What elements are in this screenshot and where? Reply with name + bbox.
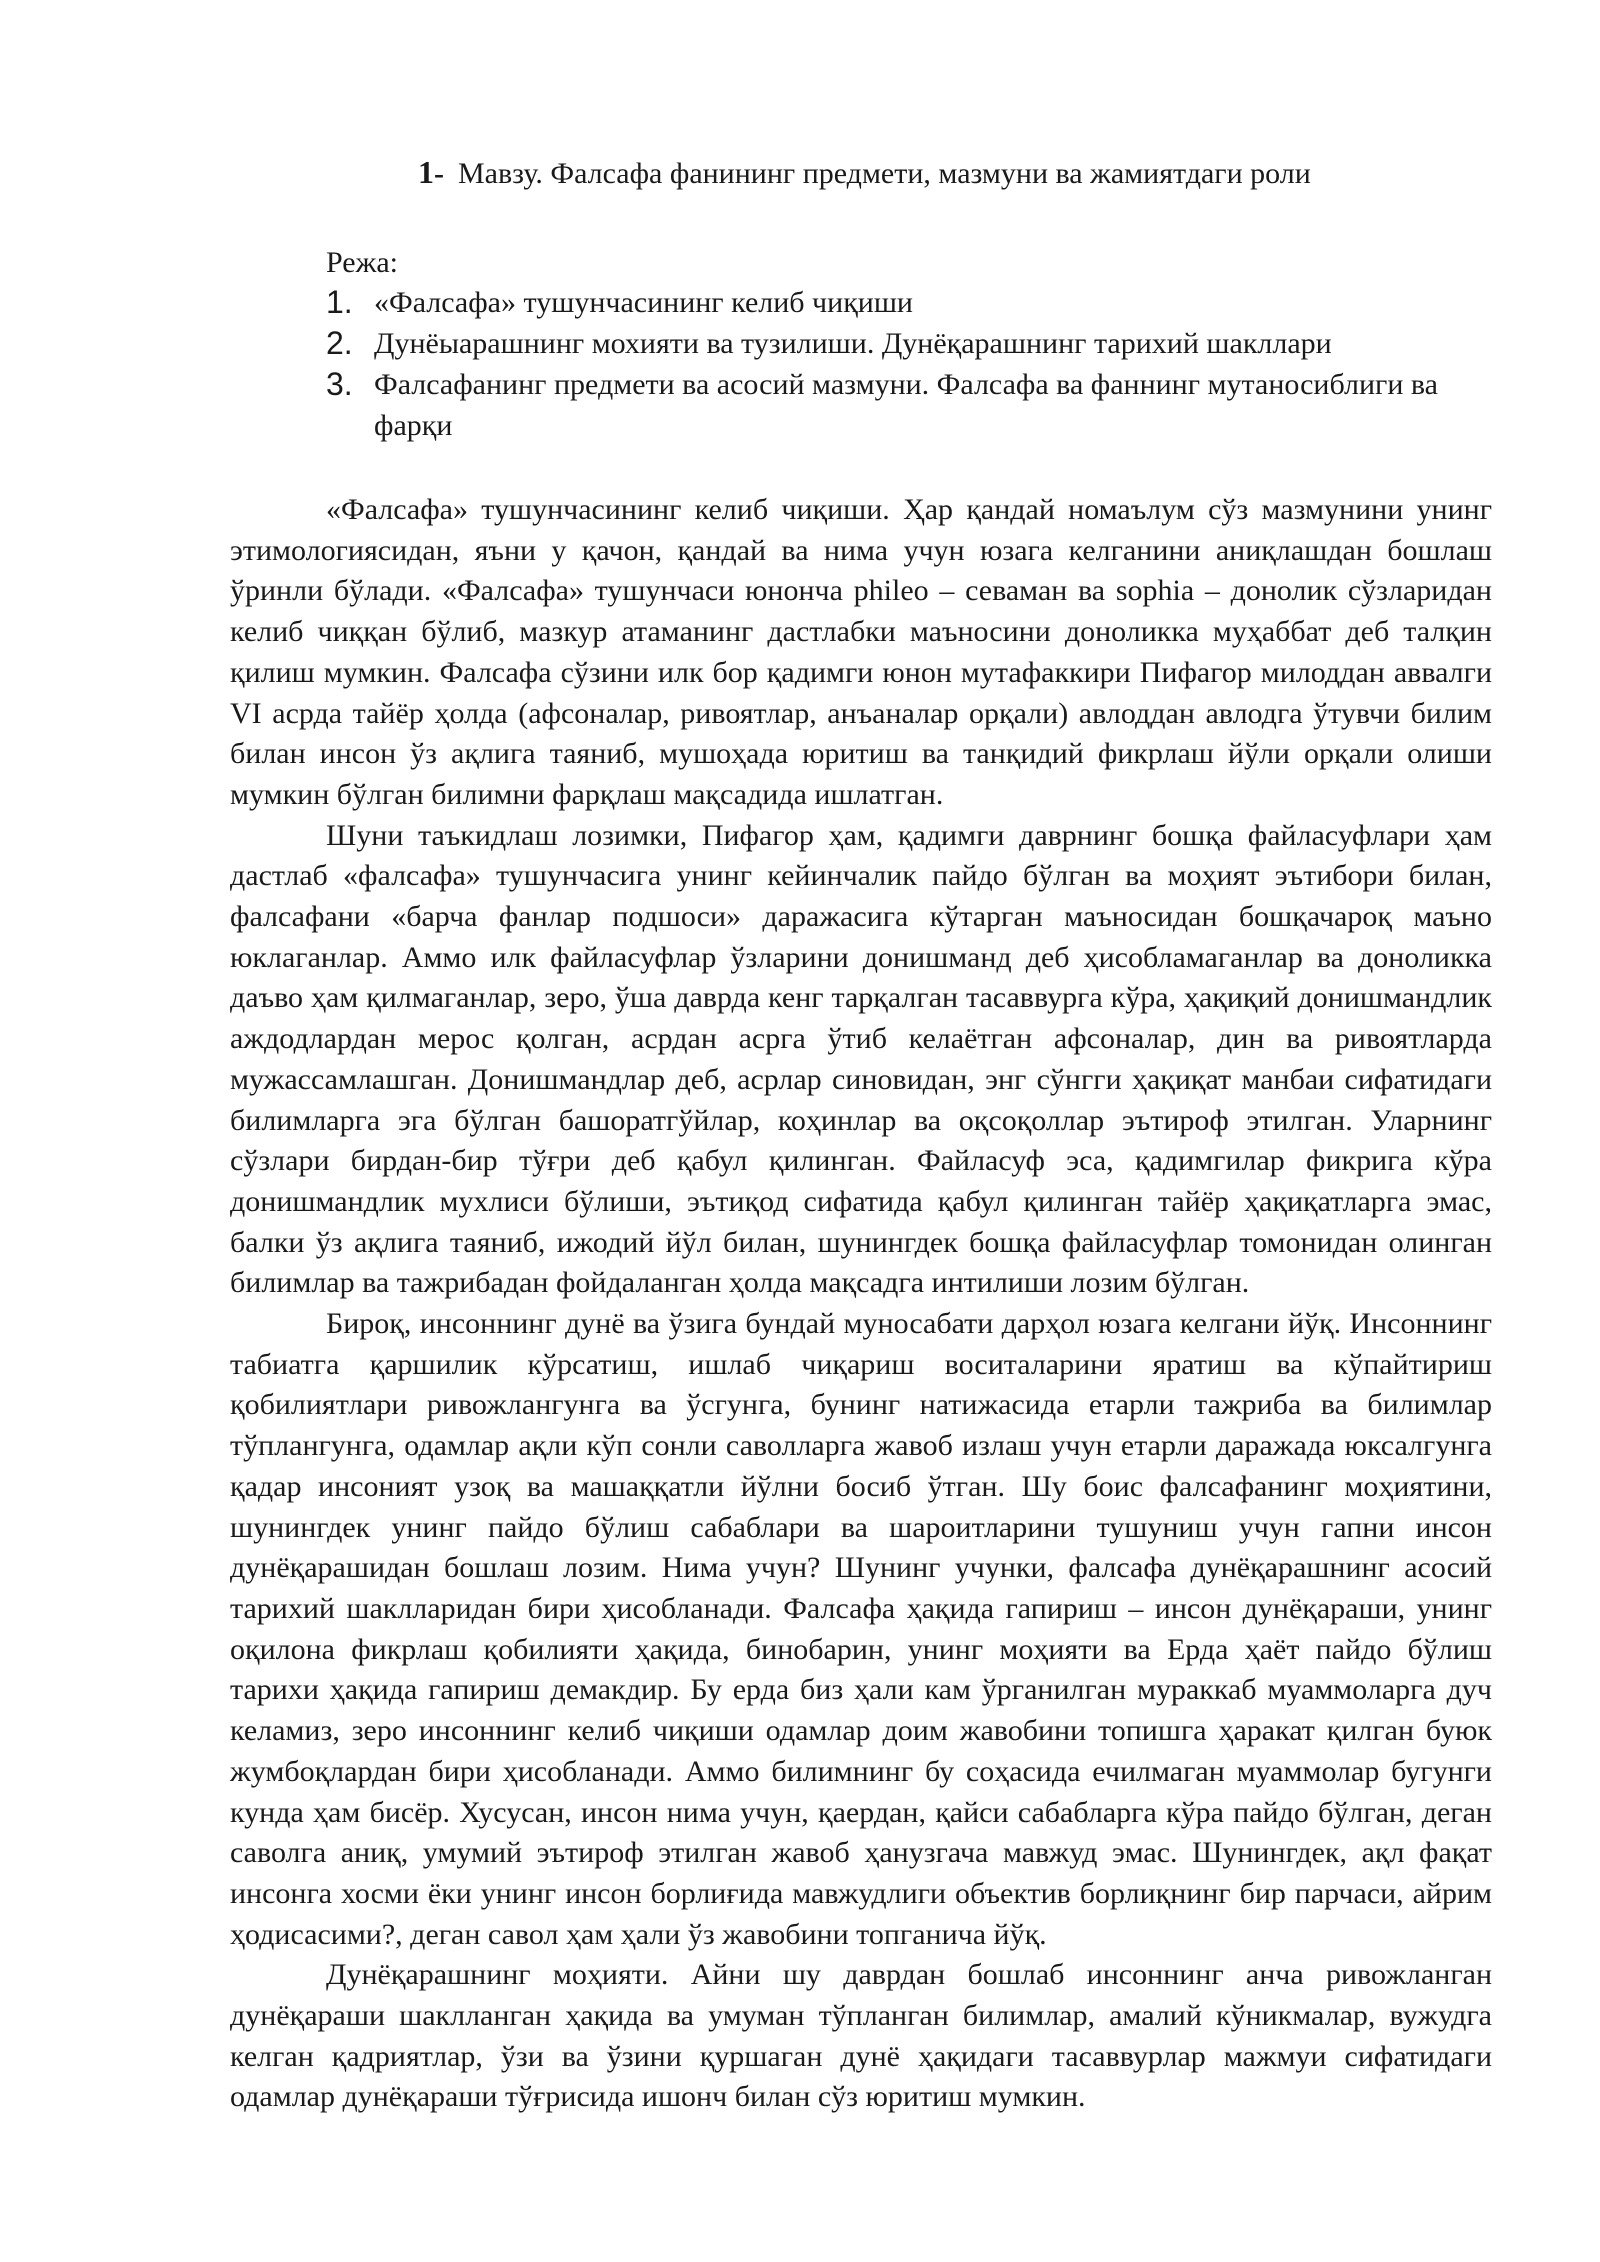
- plan-item: [326, 282, 1496, 323]
- plan-item-number: 2.: [326, 325, 353, 361]
- title-number: 1: [418, 154, 434, 190]
- page-title: [418, 152, 1311, 194]
- plan-item: [326, 323, 1496, 364]
- plan-item-number: 1.: [326, 284, 353, 320]
- plan-list: [326, 282, 1496, 446]
- title-text: Мавзу. Фалсафа фанининг предмети, мазмуни ва жамиятдаги роли: [458, 157, 1311, 190]
- plan-item-text: Фалсафанинг предмети ва асосий мазмуни. Фалсафа ва фаннинг мутаносиблиги ва фарқи: [374, 368, 1438, 442]
- plan-label: Режа:: [326, 246, 398, 279]
- paragraph: Дунёқарашнинг моҳияти. Айни шу даврдан бошлаб инсоннинг анча ривожланган дунёқараши шаклланган ҳақида ва умуман тўпланган билимлар, амалий кўникмалар, вужудга келган қадриятлар, ўзи ва ўзини қуршаган дунё ҳақидаги тасаввурлар мажмуи сифатидаги одамлар дунёқараши тўғрисида ишонч билан сўз юритиш мумкин.: [230, 1958, 1492, 2114]
- plan-item-text: Дунёыарашнинг мохияти ва тузилиши. Дунёқарашнинг тарихий шакллари: [374, 327, 1332, 360]
- plan-item-text: «Фалсафа» тушунчасининг келиб чиқиши: [374, 286, 913, 319]
- body-text: [230, 490, 1492, 2118]
- plan-item-number: 3.: [326, 366, 353, 402]
- paragraph: Бироқ, инсоннинг дунё ва ўзига бундай муносабати дарҳол юзага келгани йўқ. Инсоннинг табиатга қаршилик кўрсатиш, ишлаб чиқариш воситаларини яратиш ва кўпайтириш қобилиятлари ривожлангунга ва ўсгунга, бунинг натижасида етарли тажриба ва билимлар тўплангунга, одамлар ақли кўп сонли саволларга жавоб излаш учун етарли даражада юксалгунга қадар инсоният узоқ ва машаққатли йўлни босиб ўтган. Шу боис фалсафанинг моҳиятини, шунингдек унинг пайдо бўлиш сабаблари ва шароитларини тушуниш учун гапни инсон дунёқарашидан бошлаш лозим. Нима учун? Шунинг учунки, фалсафа дунёқарашнинг асосий тарихий шаклларидан бири ҳисобланади. Фалсафа ҳақида гапириш – инсон дунёқараши, унинг оқилона фикрлаш қобилияти ҳақида, бинобарин, унинг моҳияти ва Ерда ҳаёт пайдо бўлиш тарихи ҳақида гапириш демакдир. Бу ерда биз ҳали кам ўрганилган мураккаб муаммоларга дуч келамиз, зеро инсоннинг келиб чиқиши одамлар доим жавобини топишга ҳаракат қилган буюк жумбоқлардан бири ҳисобланади. Аммо билимнинг бу соҳасида ечилмаган муаммолар бугунги кунда ҳам бисёр. Хусусан, инсон нима учун, қаердан, қайси сабабларга кўра пайдо бўлган, деган саволга аниқ, умумий эътироф этилган жавоб ҳанузгача мавжуд эмас. Шунингдек, ақл фақат инсонга хосми ёки унинг инсон борлиғида мавжудлиги объектив борлиқнинг бир парчаси, айрим ҳодисасими?, деган савол ҳам ҳали ўз жавобини топганича йўқ.: [230, 1307, 1492, 1951]
- title-dash: -: [434, 157, 444, 190]
- paragraph: Шуни таъкидлаш лозимки, Пифагор ҳам, қадимги даврнинг бошқа файласуфлари ҳам дастлаб «фалсафа» тушунчасига унинг кейинчалик пайдо бўлган ва моҳият эътибори билан, фалсафани «барча фанлар подшоси» даражасига кўтарган маъносидан бошқачароқ маъно юклаганлар. Аммо илк файласуфлар ўзларини донишманд деб ҳисобламаганлар ва доноликка даъво ҳам қилмаганлар, зеро, ўша даврда кенг тарқалган тасаввурга кўра, ҳақиқий донишмандлик аждодлардан мерос қолган, асрдан асрга ўтиб келаётган афсоналар, дин ва ривоятларда мужассамлашган. Донишмандлар деб, асрлар синовидан, энг сўнгги ҳақиқат манбаи сифатидаги билимларга эга бўлган башоратгўйлар, коҳинлар ва оқсоқоллар эътироф этилган. Уларнинг сўзлари бирдан-бир тўғри деб қабул қилинган. Файласуф эса, қадимгилар фикрига кўра донишмандлик мухлиси бўлиши, эътиқод сифатида қабул қилинган тайёр ҳақиқатларга эмас, балки ўз ақлига таяниб, ижодий йўл билан, шунингдек бошқа файласуфлар томонидан олинган билимлар ва тажрибадан фойдаланган ҳолда мақсадга интилиши лозим бўлган.: [230, 818, 1492, 1300]
- paragraph: «Фалсафа» тушунчасининг келиб чиқиши. Ҳар қандай номаълум сўз мазмунини унинг этимологиясидан, яъни у қачон, қандай ва нима учун юзага келганини аниқлашдан бошлаш ўринли бўлади. «Фалсафа» тушунчаси юнонча phileo – севаман ва sophia – донолик сўзларидан келиб чиққан бўлиб, мазкур атаманинг дастлабки маъносини доноликка муҳаббат деб талқин қилиш мумкин. Фалсафа сўзини илк бор қадимги юнон мутафаккири Пифагор милоддан аввалги VI асрда тайёр ҳолда (афсоналар, ривоятлар, анъаналар орқали) авлоддан авлодга ўтувчи билим билан инсон ўз ақлига таяниб, мушоҳада юритиш ва танқидий фикрлаш йўли орқали олиши мумкин бўлган билимни фарқлаш мақсадида ишлатган.: [230, 493, 1492, 811]
- plan-item: [326, 364, 1496, 446]
